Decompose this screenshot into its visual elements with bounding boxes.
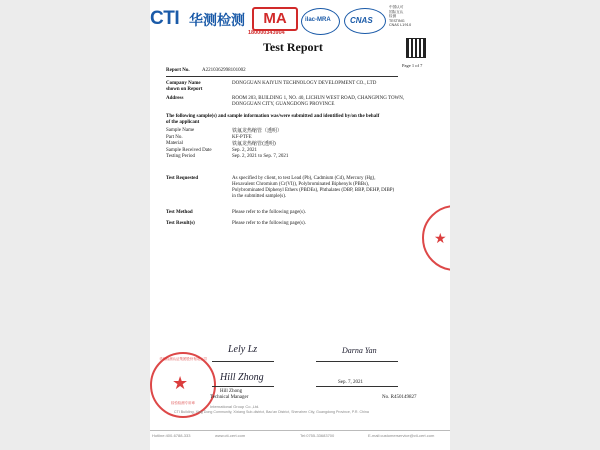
footer-address: CTI Building, Xing Dong Community, Xixiang Sub-district, Bao'an District, Shenzhen City, Guangdong Province, P.R. China xyxy=(174,410,369,414)
cnas-info xyxy=(389,5,411,28)
report-no-label: Report No. xyxy=(166,68,190,73)
report-title: Test Report xyxy=(263,40,323,54)
seal-star-icon: ★ xyxy=(172,373,189,393)
test-requested-line: in the submitted sample(s). xyxy=(232,194,287,199)
report-date: Sep. 7, 2021 xyxy=(338,380,363,385)
report-no-value: A2210362998101002 xyxy=(202,68,246,73)
signature-bottom: Hill Zhong xyxy=(220,372,264,383)
sample-row-value: 铁氟龙热缩管(透明) xyxy=(232,141,276,148)
sample-row-label: Testing Period xyxy=(166,154,195,160)
test-results-label: Test Result(s) xyxy=(166,221,195,226)
ilac-logo xyxy=(301,8,340,35)
company-seal xyxy=(150,352,216,418)
company-label-1: Company Name xyxy=(166,81,201,86)
cti-logo: CTI xyxy=(150,8,180,29)
test-requested-line: Hexavalent Chromium (Cr(VI)), Polybrominated Biphenyls (PBBs), xyxy=(232,182,370,187)
test-requested-label: Test Requested xyxy=(166,176,199,181)
test-method-label: Test Method xyxy=(166,210,193,215)
footer-email: E-mail:customerservice@cti-cert.com xyxy=(368,433,435,438)
sample-row-value: KF-PTFE xyxy=(232,134,252,140)
cnas-logo xyxy=(344,8,386,34)
signature-right: Darna Yan xyxy=(342,346,377,355)
sample-row xyxy=(166,141,396,148)
footer-group: International Group Co.,Ltd. xyxy=(210,404,260,409)
sample-row xyxy=(166,135,396,142)
test-method-value: Please refer to the following page(s). xyxy=(232,210,306,215)
signature-line-right xyxy=(316,361,398,362)
test-results-value: Please refer to the following page(s). xyxy=(232,221,306,226)
signature-line-top xyxy=(212,361,274,362)
cnas-logo-text: CNAS xyxy=(350,16,373,25)
footer-hotline: Hotline:400-6788-333 xyxy=(152,433,191,438)
sample-row-label: Sample Received Date xyxy=(166,147,212,153)
sample-row-label: Sample Name xyxy=(166,128,195,133)
footer-web: www.cti-cert.com xyxy=(215,433,246,438)
address-label: Address xyxy=(166,96,184,101)
seal-subtext: 检验检测专用章 xyxy=(171,401,195,405)
sample-row xyxy=(166,148,396,155)
sample-table xyxy=(166,128,396,161)
cnas-cn-1: 中国认可 xyxy=(389,5,404,9)
page-number: Page 1 of 7 xyxy=(402,63,423,68)
sample-row-label: Part No. xyxy=(166,134,183,140)
footer-divider xyxy=(150,430,450,431)
company-seal-right xyxy=(422,205,450,271)
signature-top: Lely Lz xyxy=(228,344,258,355)
signer-title: Technical Manager xyxy=(210,395,249,400)
cti-logo-cn: 华测检测 xyxy=(189,13,245,29)
report-no-bottom xyxy=(382,395,416,401)
sample-row xyxy=(166,128,396,135)
header-divider xyxy=(166,76,398,77)
report-page xyxy=(150,0,450,450)
cnas-cn-3: 检测 xyxy=(389,14,397,18)
sample-row-value: 铁氟龙热缩管（透明） xyxy=(232,128,283,134)
cnas-en-2: CNAS L1910 xyxy=(389,23,412,27)
report-no-bottom-value: R450149827 xyxy=(390,395,417,400)
test-requested-line: Polybrominated Diphenyl Ethers (PBDEs), Phthalates (DBP, BBP, DEHP, DIBP) xyxy=(232,188,395,193)
sample-intro-2: of the applicant xyxy=(166,120,200,125)
footer-tel: Tel:0755-33683700 xyxy=(300,433,335,438)
company-label-2: shown on Report xyxy=(166,87,203,92)
signer-name: Hill Zhong xyxy=(220,389,243,394)
sample-intro-1: The following sample(s) and sample information was/were submitted and identified by/on the behalf xyxy=(166,114,380,119)
address-line-1: ROOM 203, BUILDING 1, NO. 40, LICHUN WEST ROAD, CHANGPING TOWN, xyxy=(232,96,405,101)
ilac-logo-text: ilac-MRA xyxy=(305,17,331,23)
test-requested-line: As specified by client, to test Lead (Pb), Cadmium (Cd), Mercury (Hg), xyxy=(232,176,376,181)
cnas-en-1: TESTING xyxy=(389,18,405,23)
company-name: DONGGUAN KAIYUN TECHNOLOGY DEVELOPMENT CO., LTD xyxy=(232,81,377,86)
seal-star-icon: ★ xyxy=(434,230,447,246)
sample-row-value: Sep. 2, 2021 xyxy=(232,147,257,153)
address-line-2: DONGGUAN CITY, GUANGDONG PROVINCE xyxy=(232,102,335,107)
report-no-bottom-label: No. xyxy=(382,395,390,400)
cma-number: 180000343904 xyxy=(248,30,285,36)
sample-row xyxy=(166,154,396,161)
seal-text: 华测检测认证集团股份有限公司 xyxy=(159,357,207,361)
date-line xyxy=(316,386,398,387)
sample-row-value: Sep. 2, 2021 to Sep. 7, 2021 xyxy=(232,154,289,160)
cnas-cn-2: 国际互认 xyxy=(389,9,404,14)
signature-line-bottom xyxy=(212,386,274,387)
cma-logo: MA xyxy=(252,7,298,31)
qr-code xyxy=(406,38,426,58)
sample-row-label: Material xyxy=(166,141,183,147)
